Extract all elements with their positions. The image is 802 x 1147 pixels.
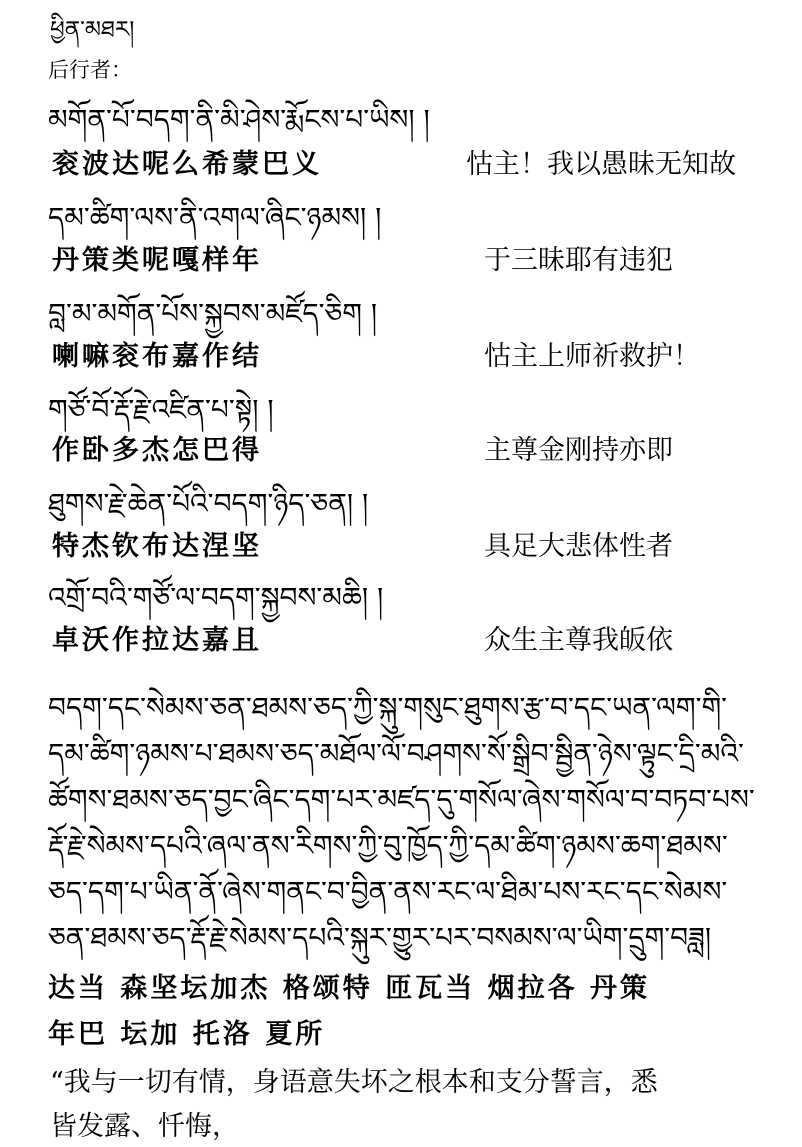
prose-phonetic-line-2: 年巴 坛加 托洛 夏所 bbox=[48, 1019, 326, 1050]
prose-tibetan-line-4: རྡོ་རྗེ་སེམས་དཔའི་ཞལ་ནས་རིགས་ཀྱི་བུ་ཁྱོད་ཀྱི་དམ་ཚིག་ཉམས་ཆག་ཐམས་ bbox=[48, 829, 728, 862]
section-label: 后行者： bbox=[48, 58, 132, 82]
verse-2-phonetic: 丹策类呢嘎样年 bbox=[52, 245, 262, 276]
verse-3-phonetic: 喇嘛衮布嘉作结 bbox=[52, 341, 262, 372]
prose-translation-line-2: 皆发露、忏悔， bbox=[50, 1111, 239, 1142]
prose-tibetan-line-2: དམ་ཚིག་ཉམས་པ་ཐམས་ཅད་མཐོལ་ལོ་བཤགས་སོ་སྒྲིབ་སྦྱིན་ཉེས་ལྟུང་དྲི་མའི་ bbox=[48, 737, 744, 770]
verse-6-tibetan: འགྲོ་བའི་གཙོ་ལ་བདག་སྐྱབས་མཆི། ། bbox=[48, 581, 384, 614]
verse-4-tibetan: གཙོ་བོ་རྡོ་རྗེ་འཛིན་པ་སྟེ། ། bbox=[48, 393, 274, 426]
verse-3-tibetan: བླ་མ་མགོན་པོས་སྐྱབས་མཛོད་ཅིག ། bbox=[48, 297, 378, 330]
verse-5-tibetan: ཐུགས་རྗེ་ཆེན་པོའི་བདག་ཉིད་ཅན། ། bbox=[48, 487, 369, 520]
verse-4-translation: 主尊金刚持亦即 bbox=[484, 435, 673, 466]
verse-1-phonetic: 衮波达呢么希蒙巴义 bbox=[52, 149, 322, 180]
prose-tibetan-line-5: ཅད་དག་པ་ཡིན་ནོ་ཞེས་གནང་བ་བྱིན་ནས་རང་ལ་ཐིམ་པས་རང་དང་སེམས་ bbox=[48, 875, 728, 908]
verse-5-phonetic: 特杰钦布达涅坚 bbox=[52, 531, 262, 562]
verse-1-tibetan: མགོན་པོ་བདག་ནི་མི་ཤེས་རྨོངས་པ་ཡིས། ། bbox=[48, 103, 430, 136]
prose-tibetan-line-1: བདག་དང་སེམས་ཅན་ཐམས་ཅད་ཀྱི་སྐུ་གསུང་ཐུགས་རྩ་བ་དང་ཡན་ལག་གི་ bbox=[48, 691, 728, 724]
verse-2-translation: 于三昧耶有违犯 bbox=[484, 245, 673, 276]
verse-6-phonetic: 卓沃作拉达嘉且 bbox=[52, 625, 262, 656]
prose-translation-line-1: “我与一切有情，身语意失坏之根本和支分誓言，悉 bbox=[50, 1067, 658, 1098]
verse-1-translation: 怙主！我以愚昧无知故 bbox=[466, 149, 736, 180]
prose-tibetan-line-3: ཚོགས་ཐམས་ཅད་བྱང་ཞིང་དག་པར་མཛད་དུ་གསོལ་ཞེས་གསོལ་བ་བཏབ་པས་ bbox=[48, 783, 755, 816]
verse-4-phonetic: 作卧多杰怎巴得 bbox=[52, 435, 262, 466]
verse-6-translation: 众生主尊我皈依 bbox=[484, 625, 673, 656]
verse-3-translation: 怙主上师祈救护！ bbox=[484, 341, 700, 372]
verse-5-translation: 具足大悲体性者 bbox=[484, 531, 673, 562]
section-title-tibetan: ཕྱིན་མཐར། bbox=[50, 17, 135, 43]
verse-2-tibetan: དམ་ཚིག་ལས་ནི་འགལ་ཞིང་ཉམས། ། bbox=[48, 201, 382, 234]
prose-tibetan-line-6: ཅན་ཐམས་ཅད་རྡོ་རྗེ་སེམས་དཔའི་སྐུར་གྱུར་པར་བསམས་ལ་ཡིག་དྲུག་བཟླ། bbox=[48, 921, 712, 954]
prose-phonetic-line-1: 达当 森坚坛加杰 格颂特 匝瓦当 烟拉各 丹策 bbox=[48, 973, 650, 1004]
